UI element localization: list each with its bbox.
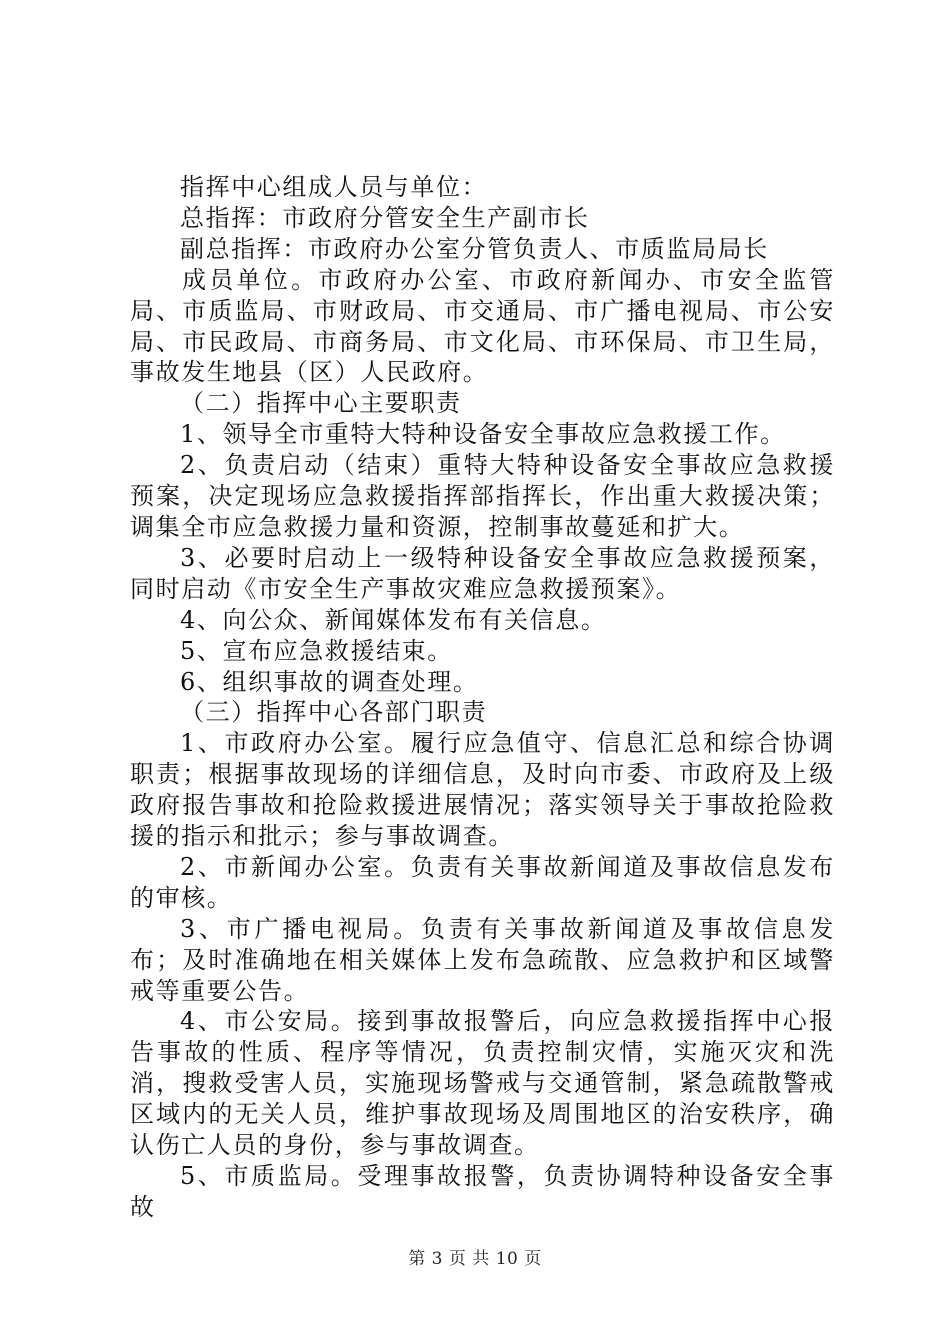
paragraph-member-units: 成员单位。市政府办公室、市政府新闻办、市安全监管局、市质监局、市财政局、市交通局、市广播电视局、市公安局、市民政局、市商务局、市文化局、市环保局、市卫生局，事故发生地县（区）人民政府。	[130, 265, 835, 387]
paragraph-dept-2: 2、市新闻办公室。负责有关事故新闻道及事故信息发布的审核。	[130, 852, 835, 912]
paragraph-duty-2: 2、负责启动（结束）重特大特种设备安全事故应急救援预案，决定现场应急救援指挥部指挥长，作出重大救援决策；调集全市应急救援力量和资源，控制事故蔓延和扩大。	[130, 451, 835, 541]
section-heading-department-duties: （三）指挥中心各部门职责	[180, 698, 488, 727]
paragraph-dept-3: 3、市广播电视局。负责有关事故新闻道及事故信息发布；及时准确地在相关媒体上发布急疏散、应急救护和区域警戒等重要公告。	[130, 914, 835, 1005]
paragraph-duty-6: 6、组织事故的调查处理。	[180, 667, 479, 696]
section-heading-main-duties: （二）指挥中心主要职责	[180, 389, 462, 418]
paragraph-deputy-commander: 副总指挥：市政府办公室分管负责人、市质监局局长	[180, 234, 769, 263]
paragraph-members-heading: 指挥中心组成人员与单位：	[180, 173, 488, 201]
paragraph-duty-5: 5、宣布应急救援结束。	[180, 636, 453, 665]
paragraph-dept-1: 1、市政府办公室。履行应急值守、信息汇总和综合协调职责；根据事故现场的详细信息，及时向市委、市政府及上级政府报告事故和抢险救援进展情况；落实领导关于事故抢险救援的指示和批示；参与事故调查。	[130, 729, 835, 851]
page-number-label: 第 3 页 共 10 页	[408, 1249, 542, 1269]
paragraph-duty-3: 3、必要时启动上一级特种设备安全事故应急救援预案，同时启动《市安全生产事故灾难应急救援预案》。	[130, 543, 835, 603]
paragraph-dept-5: 5、市质监局。受理事故报警，负责协调特种设备安全事故	[130, 1162, 835, 1221]
paragraph-duty-4: 4、向公众、新闻媒体发布有关信息。	[180, 605, 607, 634]
document-body	[130, 172, 835, 1223]
paragraph-dept-4: 4、市公安局。接到事故报警后，向应急救援指挥中心报告事故的性质、程序等情况，负责控制灾情，实施灭灾和洗消，搜救受害人员，实施现场警戒与交通管制，紧急疏散警戒区域内的无关人员，维护事故现场及周围地区的治安秩序，确认伤亡人员的身份，参与事故调查。	[130, 1007, 835, 1160]
paragraph-commander: 总指挥：市政府分管安全生产副市长	[180, 203, 590, 232]
paragraph-duty-1: 1、领导全市重特大特种设备安全事故应急救援工作。	[180, 420, 786, 449]
page-footer	[0, 1244, 950, 1269]
